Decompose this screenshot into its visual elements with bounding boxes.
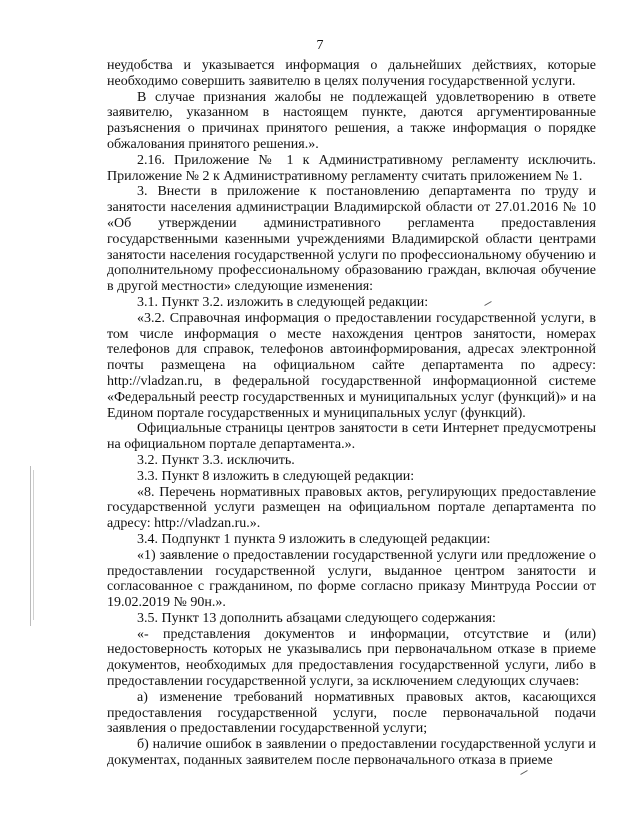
paragraph: 3.1. Пункт 3.2. изложить в следующей редакции: [137, 294, 429, 310]
paragraph: 3.3. Пункт 8 изложить в следующей редакции: [137, 468, 415, 484]
paragraph: 3.4. Подпункт 1 пункта 9 изложить в следующей редакции: [137, 531, 491, 547]
paragraph: «- представления документов и информации, отсутствие и (или) недостоверность которых не указывались при первоначальном отказе в приеме документов, необходимых для предоставления государственной услуги, либо в предоставлении государственной услуги, за исключением следующих случаев: [107, 626, 596, 690]
paragraph: 2.16. Приложение № 1 к Административному регламенту исключить. Приложение № 2 к Административному регламенту считать приложением № 1. [107, 152, 596, 184]
scan-margin-line [30, 466, 31, 626]
paragraph: б) наличие ошибок в заявлении о предоставлении государственной услуги и документах, поданных заявителем после первоначального отказа в приеме [107, 737, 596, 769]
paragraph: Официальные страницы центров занятости в сети Интернет предусмотрены на официальном портале департамента.». [107, 421, 596, 453]
paragraph: «3.2. Справочная информация о предоставлении государственной услуги, в том числе информация о месте нахождения центров занятости, номерах телефонов для справок, телефонов автоинформирования, адресах электронной почты размещена на официальном сайте департамента по адресу: http://vladzan.ru, в федеральной государственной информационной системе «Федеральный реестр государственных и муниципальных услуг (функций)» и на Едином портале государственных и муниципальных услуг (функций). [107, 310, 596, 421]
paragraph: 3.5. Пункт 13 дополнить абзацами следующего содержания: [137, 610, 496, 626]
pen-mark [520, 770, 527, 775]
scan-margin-line-secondary [33, 470, 34, 620]
paragraph: неудобства и указывается информация о дальнейших действиях, которые необходимо совершить заявителю в целях получения государственной услуги. [107, 58, 596, 89]
document-body [107, 58, 596, 769]
paragraph: а) изменение требований нормативных правовых актов, касающихся предоставления государственной услуги, после первоначальной подачи заявления о предоставлении государственной услуги; [107, 689, 596, 737]
paragraph: «8. Перечень нормативных правовых актов, регулирующих предоставление государственной услуги размещен на официальном портале департамента по адресу: http://vladzan.ru.». [107, 484, 596, 532]
paragraph: 3. Внести в приложение к постановлению департамента по труду и занятости населения администрации Владимирской области от 27.01.2016 № 10 «Об утверждении административного регламента предоставления государственными казенными учреждениями Владимирской области центрами занятости населения государственной услуги по профессиональному обучению и дополнительному профессиональному образованию граждан, включая обучение в другой местности» следующие изменения: [107, 184, 596, 295]
page-number: 7 [316, 38, 324, 53]
paragraph: В случае признания жалобы не подлежащей удовлетворению в ответе заявителю, указанном в настоящем пункте, даются аргументированные разъяснения о причинах принятого решения, а также информация о порядке обжалования принятого решения.». [107, 89, 596, 152]
paragraph: 3.2. Пункт 3.3. исключить. [137, 452, 295, 468]
paragraph: «1) заявление о предоставлении государственной услуги или предложение о предоставлении государственной услуги, выданное центром занятости и согласованное с гражданином, по форме согласно приказу Минтруда России от 19.02.2019 № 90н.». [107, 547, 596, 611]
